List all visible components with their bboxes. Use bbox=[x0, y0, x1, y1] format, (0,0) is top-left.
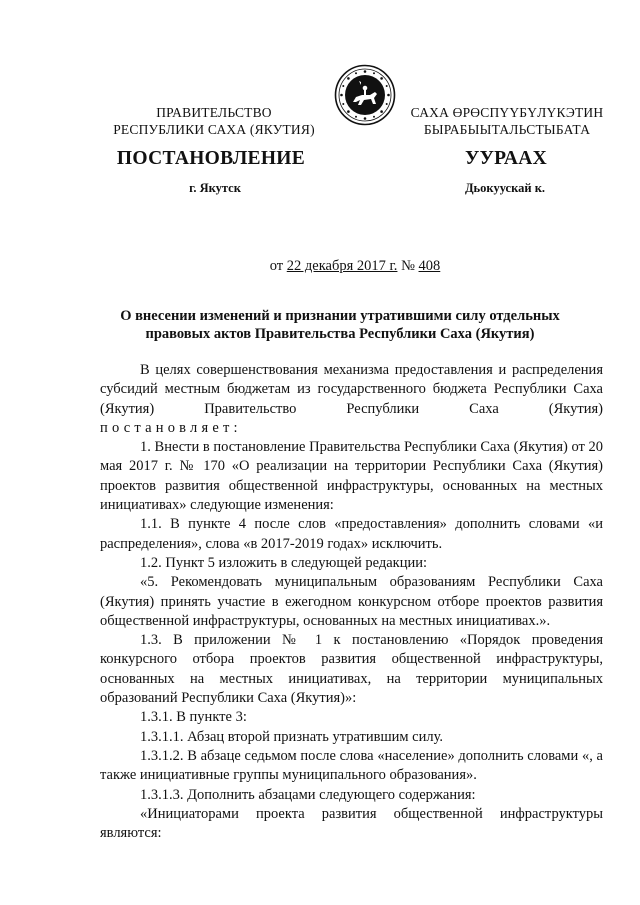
subject-line2: правовых актов Правительства Республики Саха (Якутия) bbox=[145, 326, 535, 342]
header-left-block bbox=[96, 104, 332, 138]
header-right-line2: БЫРАБЫЫТАЛЬСТЫБАТА bbox=[423, 122, 591, 137]
paragraph-1-1: 1.1. В пункте 4 после слов «предоставления» дополнить словами «и распределения», слова «в 2017-2019 годах» исключить. bbox=[100, 516, 603, 552]
coat-of-arms-icon bbox=[334, 64, 396, 126]
decree-word: постановляет: bbox=[100, 419, 242, 436]
title-russian: ПОСТАНОВЛЕНИЕ bbox=[116, 148, 306, 169]
document-body bbox=[100, 361, 603, 843]
paragraph-1-3-1-2: 1.3.1.2. В абзаце седьмом после слова «население» дополнить словами «, а также инициативные группы муниципального образования». bbox=[100, 747, 603, 784]
paragraph-1-3-1-1: 1.3.1.1. Абзац второй признать утратившим силу. bbox=[140, 728, 444, 745]
document-number: 408 bbox=[418, 258, 441, 274]
document-date-line bbox=[120, 258, 590, 275]
header-right-block bbox=[396, 104, 618, 138]
paragraph-1-3-1: 1.3.1. В пункте 3: bbox=[140, 709, 247, 726]
paragraph-quote-5: «5. Рекомендовать муниципальным образованиям Республики Саха (Якутия) принять участие в ежегодном конкурсном отборе проектов развития общественной инфраструктуры, основанных на местных инициативах.». bbox=[100, 574, 603, 629]
paragraph-1-2: 1.2. Пункт 5 изложить в следующей редакции: bbox=[140, 554, 428, 571]
header-left-line2: РЕСПУБЛИКИ САХА (ЯКУТИЯ) bbox=[113, 122, 315, 137]
intro-paragraph: В целях совершенствования механизма предоставления и распределения субсидий местным бюджетам из государственного бюджета Республики Саха (Якутия) Правительство Республики Саха (Якутия) bbox=[100, 362, 603, 417]
city-russian: г. Якутск bbox=[189, 181, 241, 195]
number-sign: № bbox=[401, 258, 415, 274]
title-yakut: УУРААХ bbox=[464, 148, 548, 169]
paragraph-1-3-1-3: 1.3.1.3. Дополнить абзацами следующего содержания: bbox=[140, 786, 476, 803]
date-prefix: от bbox=[269, 258, 284, 274]
document-subject bbox=[100, 307, 580, 343]
paragraph-1: 1. Внести в постановление Правительства Республики Саха (Якутия) от 20 мая 2017 г. № 170 «О реализации на территории Республики Саха (Якутия) проектов развития общественной инфраструктуры, основанных на местных инициативах» следующие изменения: bbox=[100, 439, 603, 514]
subject-line1: О внесении изменений и признании утратившими силу отдельных bbox=[120, 308, 560, 324]
paragraph-initiators: «Инициаторами проекта развития общественной инфраструктуры являются: bbox=[100, 805, 603, 842]
city-yakut: Дьокуускай к. bbox=[464, 181, 546, 195]
header-left-line1: ПРАВИТЕЛЬСТВО bbox=[156, 105, 272, 120]
document-date: 22 декабря 2017 г. bbox=[286, 258, 398, 274]
header-right-line1: САХА ӨРӨСПҮҮБҮЛҮКЭТИН bbox=[410, 105, 604, 120]
paragraph-1-3: 1.3. В приложении № 1 к постановлению «Порядок проведения конкурсного отбора проектов развития общественной инфраструктуры, основанных на местных инициативах, на территории муниципальных образований Республики Саха (Якутия)»: bbox=[100, 632, 603, 707]
